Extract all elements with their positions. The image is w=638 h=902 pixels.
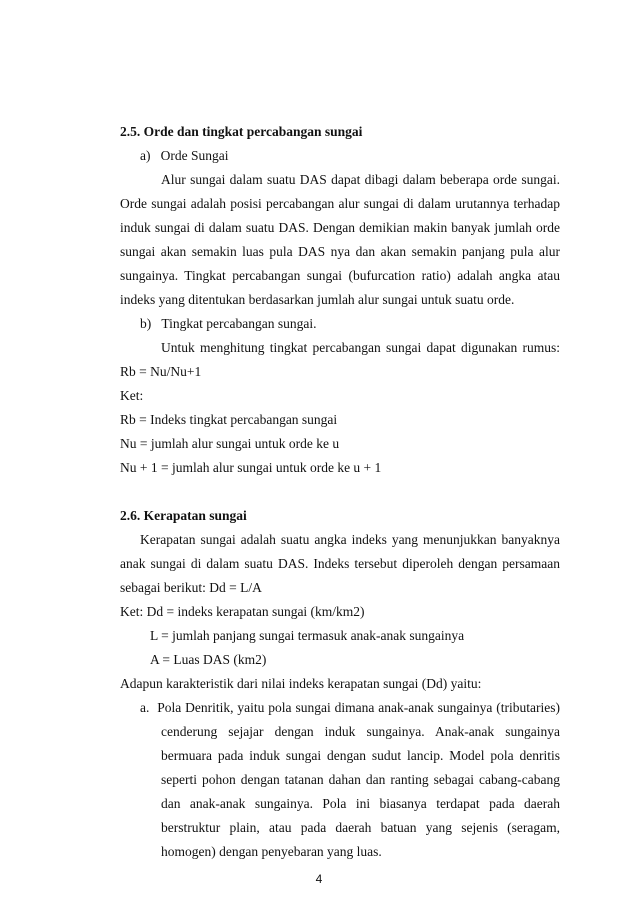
formula-rb: Rb = Nu/Nu+1 — [120, 364, 202, 379]
list-item-a-line: dan anak-anak sungainya. Pola ini biasanya terdapat pada daerah — [161, 796, 560, 811]
paragraph-line: sebagai berikut: Dd = L/A — [120, 580, 262, 595]
list-item-a-line: bermuara pada induk sungai dengan sudut lancip. Model pola denritis — [161, 748, 560, 763]
list-item-a-line: seperti pohon dengan tatanan dahan dan ranting sebagai cabang-cabang — [161, 772, 560, 787]
paragraph-line: induk sungai di dalam suatu DAS. Dengan demikian makin banyak jumlah orde — [120, 220, 560, 235]
section-2-5-heading: 2.5. Orde dan tingkat percabangan sungai — [120, 124, 363, 139]
paragraph-line: Alur sungai dalam suatu DAS dapat dibagi dalam beberapa orde sungai. — [161, 172, 560, 187]
subsection-a-label: a) Orde Sungai — [140, 148, 229, 163]
ket-line: L = jumlah panjang sungai termasuk anak-anak sungainya — [150, 628, 465, 643]
page-number: 4 — [315, 872, 323, 886]
list-item-a-line: a. Pola Denritik, yaitu pola sungai dimana anak-anak sungainya (tributaries) — [140, 700, 560, 715]
paragraph-line: Orde sungai adalah posisi percabangan alur sungai di dalam urutannya terhadap — [120, 196, 560, 211]
ket-line: Ket: Dd = indeks kerapatan sungai (km/km2) — [120, 604, 365, 619]
paragraph-line: Untuk menghitung tingkat percabangan sungai dapat digunakan rumus: — [161, 340, 560, 355]
list-item-a-line: homogen) dengan penyebaran yang luas. — [161, 844, 382, 859]
paragraph-line: anak sungai di dalam suatu DAS. Indeks tersebut diperoleh dengan persamaan — [120, 556, 560, 571]
paragraph-line: sungai akan semakin luas pula DAS nya dan akan semakin panjang pula alur — [120, 244, 560, 259]
subsection-b-label: b) Tingkat percabangan sungai. — [140, 316, 317, 331]
section-2-6-heading: 2.6. Kerapatan sungai — [120, 508, 247, 523]
ket-label: Ket: — [120, 388, 144, 403]
ket-line: Rb = Indeks tingkat percabangan sungai — [120, 412, 338, 427]
list-item-a-line: cenderung sejajar dengan induk sungainya. Anak-anak sungainya — [161, 724, 560, 739]
paragraph-line: sungainya. Tingkat percabangan sungai (bufurcation ratio) adalah angka atau — [120, 268, 560, 283]
paragraph-line: indeks yang ditentukan berdasarkan jumlah alur sungai untuk suatu orde. — [120, 292, 515, 307]
ket-line: A = Luas DAS (km2) — [150, 652, 267, 667]
ket-line: Nu + 1 = jumlah alur sungai untuk orde ke u + 1 — [120, 460, 382, 475]
ket-line: Nu = jumlah alur sungai untuk orde ke u — [120, 436, 340, 451]
paragraph-line: Adapun karakteristik dari nilai indeks kerapatan sungai (Dd) yaitu: — [120, 676, 482, 691]
list-item-a-line: berstruktur plain, atau pada daerah batuan yang sejenis (seragam, — [161, 820, 560, 835]
paragraph-line: Kerapatan sungai adalah suatu angka indeks yang menunjukkan banyaknya — [140, 532, 560, 547]
